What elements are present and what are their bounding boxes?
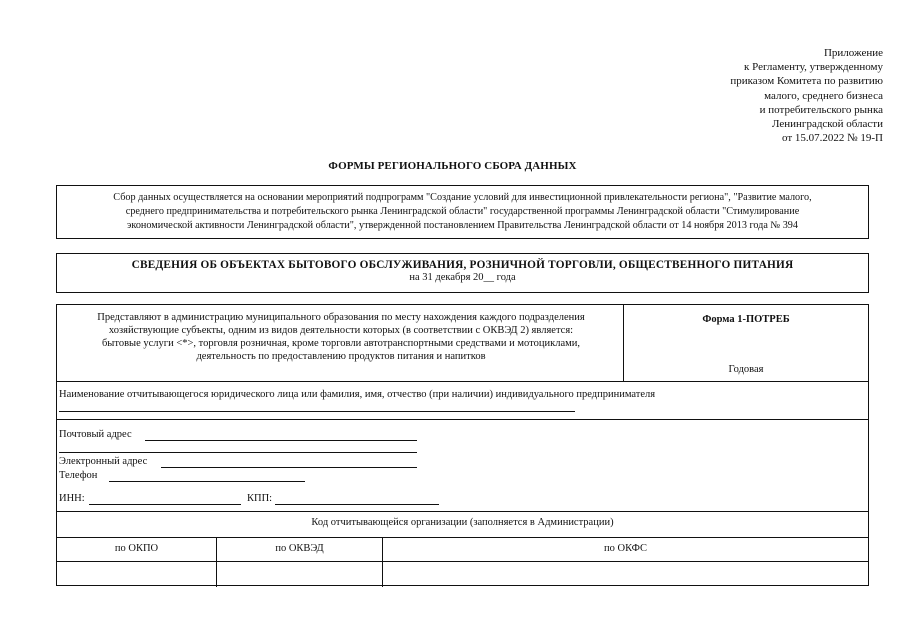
- submitters-line: бытовые услуги <*>, торговля розничная, кроме торговли автотранспортными средствами и мотоциклами,: [101, 338, 581, 349]
- org-name-label: Наименование отчитывающегося юридического лица или фамилия, имя, отчество (при наличии) индивидуального предпринимателя: [59, 389, 656, 400]
- basis-line: среднего предпринимательства и потребительского рынка Ленинградской области" государственной программы Ленинградской области "Стимулирование: [125, 205, 800, 217]
- appendix-line: от 15.07.2022 № 19-П: [781, 132, 883, 145]
- codes-header: Код отчитывающейся организации (заполняется в Администрации): [311, 517, 614, 528]
- appendix-line: к Регламенту, утвержденному: [744, 61, 883, 74]
- kpp-field[interactable]: [275, 504, 439, 505]
- postal-address-label: Почтовый адрес: [59, 429, 132, 440]
- periodicity: Годовая: [728, 364, 764, 375]
- submitters-line: деятельность по предоставлению продуктов питания и напитков: [196, 351, 486, 362]
- email-label: Электронный адрес: [59, 456, 148, 467]
- report-heading-box: [56, 253, 869, 293]
- table-divider: [57, 537, 868, 538]
- basis-line: Сбор данных осуществляется на основании мероприятий подпрограмм "Создание условий для инвестиционной привлекательности региона", "Развитие малого,: [113, 192, 812, 203]
- email-field[interactable]: [161, 467, 417, 468]
- table-divider: [57, 381, 868, 382]
- appendix-block: [730, 46, 883, 145]
- appendix-line: Приложение: [823, 47, 883, 59]
- report-heading: СВЕДЕНИЯ ОБ ОБЪЕКТАХ БЫТОВОГО ОБСЛУЖИВАНИЯ, РОЗНИЧНОЙ ТОРГОВЛИ, ОБЩЕСТВЕННОГО ПИТАНИЯ: [131, 259, 794, 271]
- postal-address-field[interactable]: [145, 440, 417, 441]
- inn-label: ИНН:: [59, 493, 85, 504]
- kpp-label: КПП:: [247, 493, 273, 504]
- phone-field[interactable]: [109, 481, 305, 482]
- basis-line: экономической активности Ленинградской области", утвержденной постановлением Правительства Ленинградской области от 14 ноября 2013 года № 394: [127, 219, 798, 231]
- postal-address-field-line2[interactable]: [59, 452, 417, 453]
- submitters-line: Представляют в администрацию муниципального образования по месту нахождения каждого подразделения: [97, 312, 585, 323]
- form-code: Форма 1-ПОТРЕБ: [702, 314, 790, 325]
- appendix-line: и потребительского рынка: [759, 103, 883, 116]
- org-name-field[interactable]: [59, 411, 575, 412]
- okfs-value-cell[interactable]: [383, 562, 868, 586]
- appendix-line: приказом Комитета по развитию: [730, 75, 883, 88]
- page-title: ФОРМЫ РЕГИОНАЛЬНОГО СБОРА ДАННЫХ: [328, 160, 577, 172]
- table-divider: [57, 511, 868, 512]
- okved-label: по ОКВЭД: [275, 543, 324, 554]
- submitters-line: хозяйствующие субъекты, одним из видов деятельности которых (в соответствии с ОКВЭД 2) является:: [108, 325, 574, 336]
- appendix-line: Ленинградской области: [772, 118, 883, 131]
- phone-label: Телефон: [59, 470, 98, 481]
- okfs-label: по ОКФС: [604, 543, 647, 554]
- form-table: [56, 304, 869, 586]
- report-date: на 31 декабря 20__ года: [409, 272, 516, 283]
- basis-box: [56, 185, 869, 239]
- appendix-line: малого, среднего бизнеса: [764, 89, 883, 102]
- okpo-label: по ОКПО: [114, 543, 159, 554]
- table-divider: [57, 419, 868, 420]
- inn-field[interactable]: [89, 504, 241, 505]
- okpo-value-cell[interactable]: [57, 562, 216, 586]
- okved-value-cell[interactable]: [217, 562, 382, 586]
